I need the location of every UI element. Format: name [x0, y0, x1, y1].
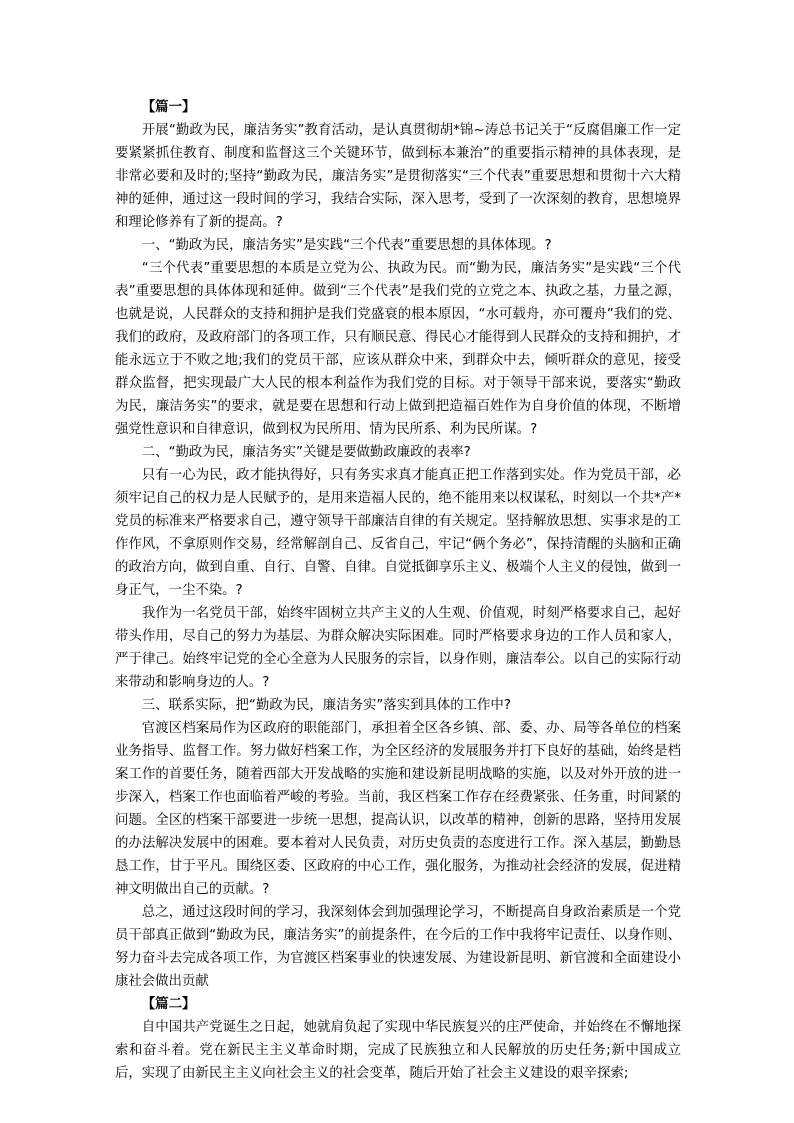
- paragraph: 自中国共产党诞生之日起，她就肩负起了实现中华民族复兴的庄严使命，并始终在不懈地探索和奋斗着。党在新民主主义革命时期，完成了民族独立和人民解放的历史任务;新中国成立后，实现了由新民主主义向社会主义的社会变革，随后开始了社会主义建设的艰辛探索;: [115, 1020, 681, 1081]
- subheading: 三、联系实际，把“勤政为民，廉洁务实”落实到具体的工作中?: [141, 698, 511, 713]
- document-page: [115, 96, 681, 1085]
- section-title-2: 【篇二】: [141, 997, 196, 1012]
- paragraph: 总之，通过这段时间的学习，我深刻体会到加强理论学习，不断提高自身政治素质是一个党员干部真正做到“勤政为民，廉洁务实”的前提条件，在今后的工作中我将牢记责任、以身作则、努力奋斗去完成各项工作，为官渡区档案事业的快速发展、为建设新昆明、新官渡和全面建设小康社会做出贡献: [115, 905, 681, 989]
- section-title-1: 【篇一】: [141, 100, 196, 115]
- paragraph: 官渡区档案局作为区政府的职能部门，承担着全区各乡镇、部、委、办、局等各单位的档案业务指导、监督工作。努力做好档案工作，为全区经济的发展服务并打下良好的基础，始终是档案工作的首要任务，随着西部大开发战略的实施和建设新昆明战略的实施，以及对外开放的进一步深入，档案工作也面临着严峻的考验。当前，我区档案工作存在经费紧张、任务重，时间紧的问题。全区的档案干部要进一步统一思想，提高认识，以改革的精神，创新的思路，坚持用发展的办法解决发展中的困难。要本着对人民负责，对历史负责的态度进行工作。深入基层，勤勤恳恳工作，甘于平凡。围绕区委、区政府的中心工作，强化服务，为推动社会经济的发展，促进精神文明做出自己的贡献。?: [115, 721, 681, 897]
- paragraph: 开展“勤政为民，廉洁务实”教育活动，是认真贯彻胡*锦~涛总书记关于“反腐倡廉工作一定要紧紧抓住教育、制度和监督这三个关键环节，做到标本兼治”的重要指示精神的具体表现，是非常必要和及时的;坚持“勤政为民，廉洁务实”是贯彻落实“三个代表”重要思想和贯彻十六大精神的延伸，通过这一段时间的学习，我结合实际，深入思考，受到了一次深刻的教育，思想境界和理论修养有了新的提高。?: [115, 123, 681, 230]
- paragraph: 我作为一名党员干部，始终牢固树立共产主义的人生观、价值观，时刻严格要求自己，起好带头作用，尽自己的努力为基层、为群众解决实际困难。同时严格要求身边的工作人员和家人，严于律己。始终牢记党的全心全意为人民服务的宗旨，以身作则，廉洁奉公。以自己的实际行动来带动和影响身边的人。?: [115, 606, 681, 690]
- paragraph: “三个代表”重要思想的本质是立党为公、执政为民。而“勤为民，廉洁务实”是实践“三个代表”重要思想的具体体现和延伸。做到“三个代表”是我们党的立党之本、执政之基，力量之源，也就是说，人民群众的支持和拥护是我们党盛衰的根本原因，“水可载舟，亦可覆舟”我们的党、我们的政府，及政府部门的各项工作，只有顺民意、得民心才能得到人民群众的支持和拥护，才能永远立于不败之地;我们的党员干部，应该从群众中来，到群众中去，倾听群众的意见，接受群众监督，把实现最广大人民的根本利益作为我们党的目标。对于领导干部来说，要落实“勤政为民，廉洁务实”的要求，就是要在思想和行动上做到把造福百姓作为自身价值的体现，不断增强党性意识和自律意识，做到权为民所用、情为民所系、利为民所谋。?: [115, 261, 681, 437]
- paragraph: 只有一心为民，政才能执得好，只有务实求真才能真正把工作落到实处。作为党员干部，必须牢记自己的权力是人民赋予的，是用来造福人民的，绝不能用来以权谋私，时刻以一个共*产*党员的标准来严格要求自己，遵守领导干部廉洁自律的有关规定。坚持解放思想、实事求是的工作作风，不拿原则作交易，经常解剖自己、反省自己，牢记“俩个务必”，保持清醒的头脑和正确的政治方向，做到自重、自行、自警、自律。自觉抵御享乐主义、极端个人主义的侵蚀，做到一身正气，一尘不染。?: [115, 468, 681, 598]
- subheading: 一、“勤政为民，廉洁务实”是实践“三个代表”重要思想的具体体现。?: [141, 238, 552, 253]
- subheading: 二、“勤政为民，廉洁务实”关键是要做勤政廉政的表率?: [141, 445, 471, 460]
